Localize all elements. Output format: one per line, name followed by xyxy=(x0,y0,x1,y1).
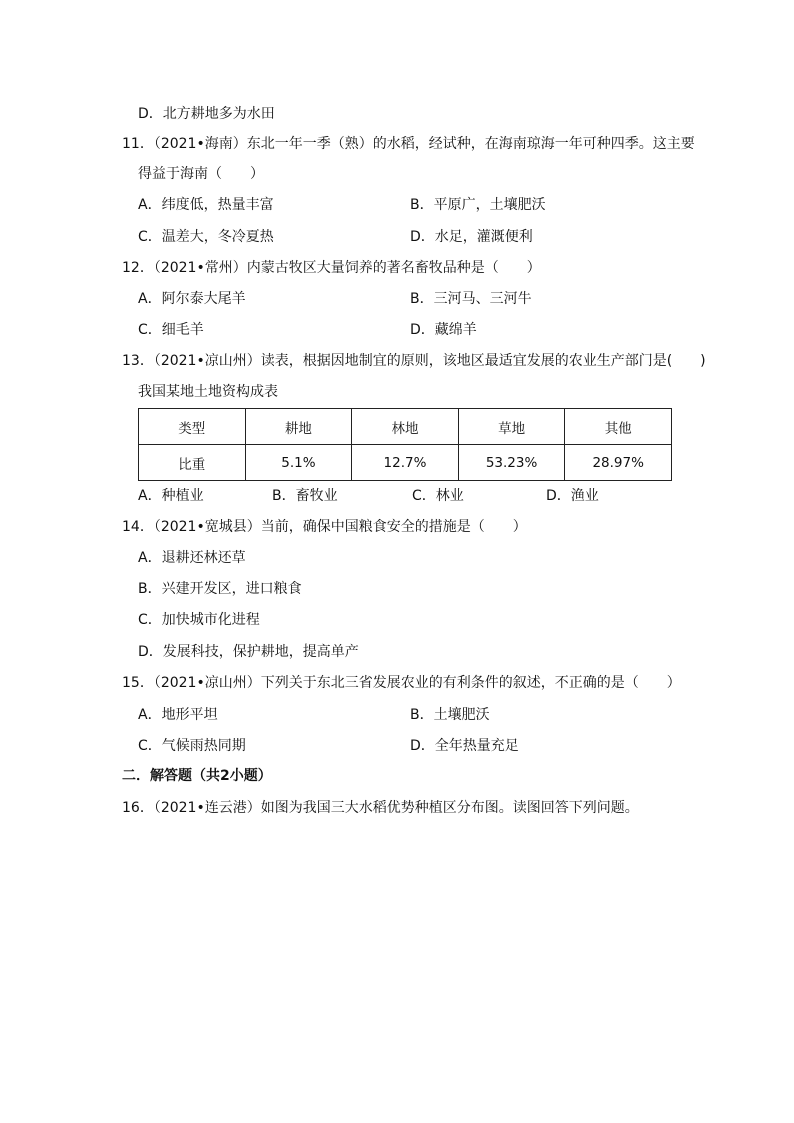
q12-option-d: D．藏绵羊 xyxy=(410,322,477,338)
q12-option-c: C．细毛羊 xyxy=(138,322,204,338)
q13-option-a: A．种植业 xyxy=(138,488,204,504)
q15-option-d: D．全年热量充足 xyxy=(410,738,519,754)
table-cell: 其他 xyxy=(565,409,672,445)
table-cell: 5.1% xyxy=(245,445,352,481)
q12-option-b: B．三河马、三河牛 xyxy=(410,291,532,307)
table-cell: 类型 xyxy=(139,409,246,445)
land-resource-table xyxy=(138,408,672,481)
q13-option-d: D．渔业 xyxy=(546,488,599,504)
table-cell: 草地 xyxy=(458,409,565,445)
q10-option-d: D．北方耕地多为水田 xyxy=(138,106,275,122)
q15-option-a: A．地形平坦 xyxy=(138,707,218,723)
table-cell: 耕地 xyxy=(245,409,352,445)
q13-option-c: C．林业 xyxy=(412,488,464,504)
table-cell: 12.7% xyxy=(352,445,459,481)
q12-option-a: A．阿尔泰大尾羊 xyxy=(138,291,246,307)
q13-stem: 13．（2021•凉山州）读表，根据因地制宜的原则，该地区最适宜发展的农业生产部门是( ) xyxy=(122,353,706,369)
q16-stem: 16．（2021•连云港）如图为我国三大水稻优势种植区分布图。读图回答下列问题。 xyxy=(122,800,639,816)
q15-option-c: C．气候雨热同期 xyxy=(138,738,246,754)
q11-option-d: D．水足，灌溉便利 xyxy=(410,229,533,245)
q14-option-d: D．发展科技，保护耕地，提高单产 xyxy=(138,644,359,660)
q14-option-c: C．加快城市化进程 xyxy=(138,612,260,628)
q14-stem: 14．（2021•宽城县）当前，确保中国粮食安全的措施是（ ） xyxy=(122,519,527,535)
table-cell: 林地 xyxy=(352,409,459,445)
table-header-row xyxy=(139,409,672,445)
table-cell: 比重 xyxy=(139,445,246,481)
q14-option-b: B．兴建开发区，进口粮食 xyxy=(138,581,302,597)
q14-option-a: A．退耕还林还草 xyxy=(138,550,246,566)
q11-stem-line1: 11．（2021•海南）东北一年一季（熟）的水稻，经试种，在海南琼海一年可种四季。这主要 xyxy=(122,136,695,152)
q11-option-c: C．温差大，冬冷夏热 xyxy=(138,229,274,245)
q13-table-title: 我国某地土地资构成表 xyxy=(138,384,278,400)
table-row xyxy=(139,445,672,481)
q11-option-b: B．平原广，土壤肥沃 xyxy=(410,197,546,213)
q15-stem: 15．（2021•凉山州）下列关于东北三省发展农业的有利条件的叙述，不正确的是（ ） xyxy=(122,675,681,691)
q11-option-a: A．纬度低，热量丰富 xyxy=(138,197,274,213)
q15-option-b: B．土壤肥沃 xyxy=(410,707,490,723)
table-cell: 28.97% xyxy=(565,445,672,481)
q13-option-b: B．畜牧业 xyxy=(272,488,338,504)
section-2-title: 二．解答题（共2小题） xyxy=(122,768,272,784)
table-cell: 53.23% xyxy=(458,445,565,481)
q11-stem-line2: 得益于海南（ ） xyxy=(138,166,264,182)
q12-stem: 12．（2021•常州）内蒙古牧区大量饲养的著名畜牧品种是（ ） xyxy=(122,260,541,276)
q13-options xyxy=(0,487,794,505)
